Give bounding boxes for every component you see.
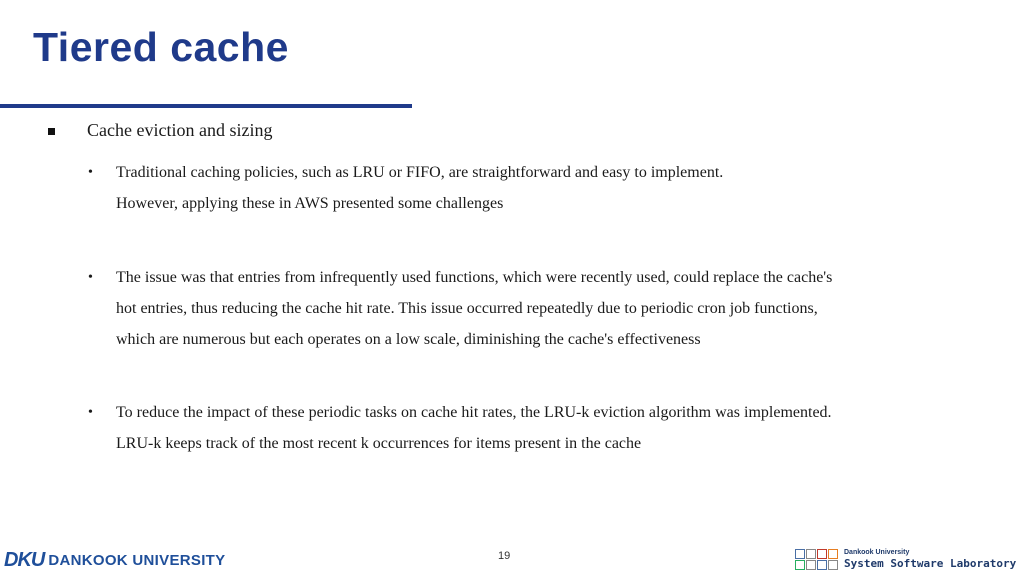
square-bullet-icon xyxy=(48,128,55,135)
dankook-university-logo xyxy=(4,546,225,574)
university-name: DANKOOK UNIVERSITY xyxy=(48,551,226,569)
bullet-text xyxy=(116,262,986,355)
section-label: Cache eviction and sizing xyxy=(87,120,273,140)
bullet-line: The issue was that entries from infrequently used functions, which were recently used, could replace the cache's xyxy=(116,269,833,286)
bullet-line: which are numerous but each operates on a low scale, diminishing the cache's effectiveness xyxy=(116,331,701,348)
dku-mark-logo: DKU xyxy=(4,548,45,571)
bullet-line: LRU-k keeps track of the most recent k occurrences for items present in the cache xyxy=(116,435,642,452)
bullet-dot-icon: • xyxy=(88,270,93,285)
lab-title-label: System Software Laboratory xyxy=(844,557,1017,570)
bullet-line: However, applying these in AWS presented some challenges xyxy=(116,195,504,212)
bullet-line: hot entries, thus reducing the cache hit rate. This issue occurred repeatedly due to periodic cron job functions, xyxy=(116,300,818,317)
page-number: 19 xyxy=(498,550,511,562)
bullet-text xyxy=(116,157,986,219)
system-software-lab-logo xyxy=(795,547,1016,571)
lab-university-label: Dankook University xyxy=(844,549,910,556)
bullet-dot-icon: • xyxy=(88,405,93,420)
bullet-line: To reduce the impact of these periodic tasks on cache hit rates, the LRU-k eviction algorithm was implemented. xyxy=(116,404,832,421)
bullet-text xyxy=(116,397,986,459)
bullet-dot-icon: • xyxy=(88,165,93,180)
bullet-line: Traditional caching policies, such as LRU or FIFO, are straightforward and easy to implement. xyxy=(116,164,724,181)
lab-name xyxy=(844,549,1016,569)
title-underline xyxy=(0,104,412,108)
lab-grid-icon xyxy=(795,549,838,570)
slide-title: Tiered cache xyxy=(33,24,289,70)
